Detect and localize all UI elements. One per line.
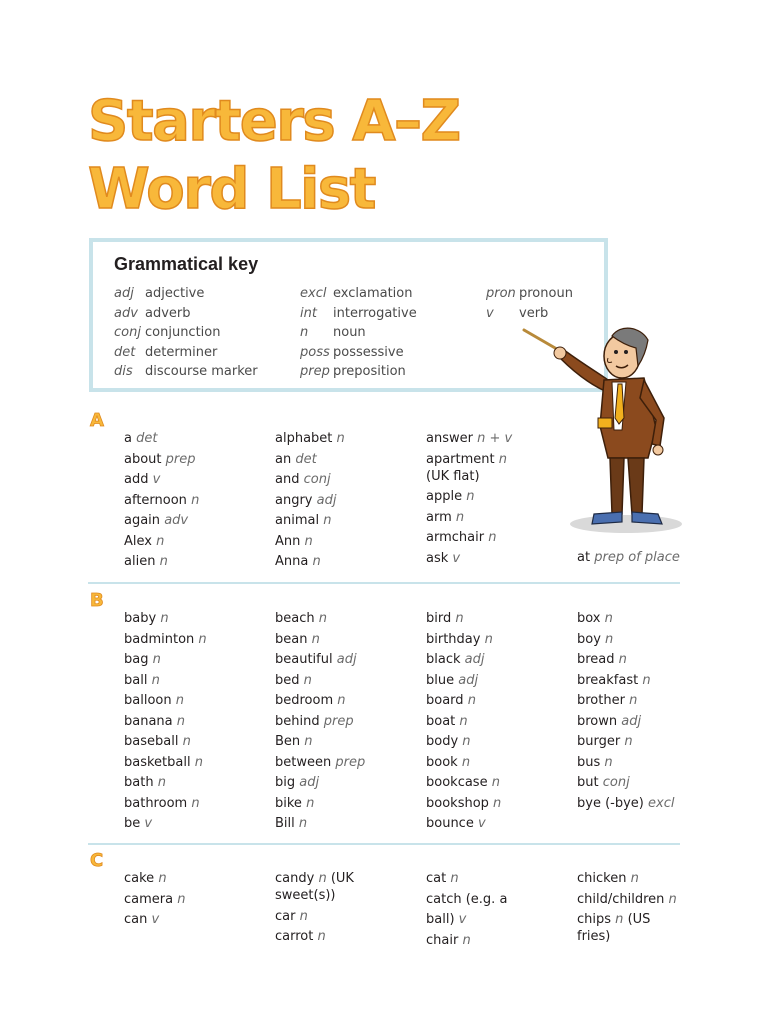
word-text: fries)	[577, 929, 611, 944]
word-entry	[275, 672, 312, 689]
section-letter-b: B	[90, 590, 104, 611]
part-of-speech: n	[318, 871, 327, 886]
section-letter-c: C	[90, 850, 104, 871]
word-entry	[275, 451, 317, 468]
word-entry	[124, 891, 185, 908]
word-text: can	[124, 912, 148, 927]
part-of-speech: n	[304, 734, 313, 749]
word-entry	[577, 610, 613, 627]
word-text: camera	[124, 891, 174, 907]
word-text: bookcase	[426, 775, 488, 790]
part-of-speech: n	[466, 489, 475, 504]
word-text: baby	[124, 611, 157, 626]
word-entry	[275, 692, 346, 709]
key-meaning: discourse marker	[145, 364, 258, 380]
word-text: big	[275, 775, 296, 790]
word-entry	[426, 631, 493, 648]
word-entry	[275, 928, 326, 945]
part-of-speech: v	[452, 550, 461, 566]
part-of-speech: n	[323, 513, 332, 528]
word-entry	[426, 692, 476, 709]
word-text: afternoon	[124, 492, 187, 508]
word-text: bus	[577, 754, 601, 770]
word-entry	[577, 911, 650, 928]
section-letter-a: A	[90, 410, 104, 431]
key-meaning: exclamation	[333, 286, 413, 301]
word-text: black	[426, 652, 461, 667]
word-entry	[124, 631, 207, 648]
word-entry	[426, 815, 486, 832]
part-of-speech: n	[604, 754, 613, 770]
part-of-speech: prep	[323, 713, 354, 729]
part-of-speech: n	[182, 734, 191, 749]
part-of-speech: n	[198, 631, 207, 647]
word-text: baseball	[124, 734, 179, 749]
part-of-speech: det	[136, 431, 158, 446]
word-entry	[275, 870, 354, 887]
word-entry	[577, 774, 630, 791]
part-of-speech: n	[152, 652, 161, 667]
key-entry	[300, 304, 417, 324]
word-entry	[124, 492, 199, 509]
word-text: bread	[577, 652, 615, 667]
word-entry	[124, 733, 191, 750]
word-entry	[275, 908, 308, 925]
page-title	[88, 88, 460, 224]
part-of-speech: n	[642, 672, 651, 688]
part-of-speech: n	[175, 693, 184, 708]
part-of-speech: prep of place	[594, 550, 680, 565]
word-entry	[275, 512, 331, 529]
word-text: bath	[124, 775, 154, 790]
word-entry	[124, 512, 188, 529]
word-entry	[577, 754, 613, 771]
part-of-speech: n	[304, 533, 313, 549]
word-text: beach	[275, 611, 315, 626]
word-text: bookshop	[426, 795, 489, 811]
part-of-speech: n	[461, 754, 471, 770]
part-of-speech: n	[194, 754, 203, 770]
part-of-speech: excl	[648, 795, 675, 811]
part-of-speech: det	[295, 451, 317, 467]
word-entry	[275, 887, 336, 904]
word-entry	[124, 692, 184, 709]
word-entry	[275, 651, 357, 668]
part-of-speech: n	[298, 816, 308, 831]
word-entry	[124, 610, 169, 627]
part-of-speech: n	[484, 631, 493, 647]
part-of-speech: n	[159, 554, 168, 569]
word-entry	[124, 713, 185, 730]
part-of-speech: n	[303, 672, 312, 688]
word-entry	[577, 672, 651, 689]
word-text: balloon	[124, 693, 172, 708]
word-entry	[426, 451, 507, 468]
part-of-speech: n	[311, 631, 320, 647]
word-text: brown	[577, 713, 618, 729]
word-text: child/children	[577, 891, 665, 907]
part-of-speech: n	[491, 775, 500, 790]
word-entry	[275, 774, 319, 791]
word-entry	[275, 553, 321, 570]
word-entry	[275, 492, 336, 509]
word-entry	[426, 550, 460, 567]
word-text: chips	[577, 912, 612, 927]
key-entry	[114, 284, 258, 304]
part-of-speech: adj	[299, 775, 320, 790]
word-entry	[124, 815, 152, 832]
word-text: cat	[426, 871, 447, 886]
word-text: bedroom	[275, 693, 334, 708]
word-text: breakfast	[577, 672, 639, 688]
key-abbreviation: conj	[114, 325, 141, 341]
word-text: animal	[275, 513, 320, 528]
part-of-speech: n	[488, 530, 497, 545]
key-meaning: possessive	[333, 344, 404, 360]
word-entry	[124, 651, 161, 668]
word-text: box	[577, 611, 601, 626]
page-title-line-2: Word List	[88, 157, 375, 222]
key-meaning: conjunction	[145, 325, 221, 341]
part-of-speech: v	[151, 912, 160, 927]
word-entry	[577, 713, 641, 730]
key-entry	[114, 362, 258, 382]
word-text: bike	[275, 795, 302, 811]
word-text: sweet(s))	[275, 888, 336, 903]
part-of-speech: n	[450, 871, 459, 886]
word-entry	[426, 488, 474, 505]
word-text: chicken	[577, 871, 627, 886]
part-of-speech: n	[615, 912, 624, 927]
word-entry	[124, 774, 166, 791]
word-text: bed	[275, 672, 300, 688]
key-entry	[486, 284, 573, 304]
part-of-speech: adv	[164, 513, 189, 528]
word-entry	[426, 891, 507, 908]
part-of-speech: adj	[621, 713, 642, 729]
word-entry	[124, 795, 200, 812]
part-of-speech: adj	[464, 652, 485, 667]
key-column	[114, 284, 258, 382]
word-text: birthday	[426, 631, 481, 647]
word-text: carrot	[275, 929, 314, 944]
word-text: apartment	[426, 451, 495, 467]
word-text: bean	[275, 631, 308, 647]
word-entry	[577, 733, 633, 750]
word-entry	[275, 533, 313, 550]
word-entry	[124, 754, 203, 771]
word-entry	[124, 533, 164, 550]
word-text: boy	[577, 631, 601, 647]
word-text: board	[426, 693, 464, 708]
word-note: (UK	[330, 871, 354, 886]
section-divider	[88, 843, 680, 845]
part-of-speech: n	[158, 871, 167, 886]
word-text: bathroom	[124, 795, 188, 811]
key-entry	[300, 284, 417, 304]
part-of-speech: n	[336, 431, 345, 446]
word-entry	[275, 631, 320, 648]
word-entry	[275, 815, 307, 832]
key-abbreviation: n	[300, 325, 309, 341]
word-entry	[275, 430, 345, 447]
word-text: alien	[124, 554, 156, 569]
word-text: cake	[124, 871, 155, 886]
word-text: burger	[577, 734, 621, 749]
word-text: about	[124, 451, 162, 467]
word-text: again	[124, 513, 161, 528]
part-of-speech: v	[477, 816, 486, 831]
word-entry	[124, 911, 159, 928]
word-entry	[426, 932, 471, 949]
part-of-speech: adj	[458, 672, 479, 688]
key-entry	[114, 343, 258, 363]
word-text: armchair	[426, 530, 485, 545]
part-of-speech: n	[156, 533, 165, 549]
key-meaning: adverb	[145, 305, 191, 321]
word-text: answer	[426, 431, 473, 446]
word-text: chair	[426, 932, 459, 948]
key-entry	[300, 323, 417, 343]
part-of-speech: n	[157, 775, 166, 790]
word-entry	[577, 870, 639, 887]
key-abbreviation: det	[114, 344, 136, 360]
part-of-speech: v	[152, 472, 161, 487]
part-of-speech: n	[306, 795, 315, 811]
part-of-speech: n	[668, 891, 677, 907]
word-text: Alex	[124, 533, 152, 549]
key-abbreviation: v	[486, 305, 494, 321]
part-of-speech: n	[317, 929, 326, 944]
word-entry	[577, 891, 677, 908]
word-text: alphabet	[275, 431, 333, 446]
part-of-speech: n	[191, 795, 200, 811]
part-of-speech: n	[605, 631, 614, 647]
word-text: arm	[426, 509, 452, 525]
word-text: bird	[426, 611, 452, 626]
word-text: bag	[124, 652, 149, 667]
word-entry	[275, 713, 354, 730]
grammatical-key-heading: Grammatical key	[114, 254, 259, 274]
word-entry	[426, 774, 500, 791]
word-entry	[426, 870, 459, 887]
word-text: between	[275, 754, 332, 770]
word-entry	[275, 610, 327, 627]
key-column	[300, 284, 417, 382]
key-abbreviation: adv	[114, 305, 138, 321]
part-of-speech: conj	[602, 775, 630, 790]
key-entry	[114, 304, 258, 324]
part-of-speech: n	[177, 891, 186, 907]
key-entry	[300, 362, 417, 382]
part-of-speech: n	[604, 611, 613, 626]
word-entry	[577, 928, 610, 945]
key-abbreviation: poss	[300, 344, 330, 360]
part-of-speech: n	[630, 871, 639, 886]
word-text: ask	[426, 550, 449, 566]
word-text: an	[275, 451, 292, 467]
word-text: catch (e.g. a	[426, 891, 508, 907]
word-entry	[275, 795, 314, 812]
key-abbreviation: excl	[300, 286, 327, 301]
key-meaning: determiner	[145, 344, 218, 360]
part-of-speech: n	[151, 672, 160, 688]
part-of-speech: n	[618, 652, 627, 667]
part-of-speech: conj	[303, 472, 331, 487]
part-of-speech: n + v	[477, 431, 513, 446]
part-of-speech: prep	[165, 451, 196, 467]
part-of-speech: n	[624, 734, 633, 749]
word-text: add	[124, 472, 149, 487]
word-text: beautiful	[275, 652, 333, 667]
key-meaning: preposition	[333, 364, 406, 380]
part-of-speech: v	[144, 816, 153, 831]
word-text: book	[426, 754, 458, 770]
part-of-speech: n	[318, 611, 327, 626]
word-text: car	[275, 908, 296, 924]
word-text: be	[124, 816, 141, 831]
part-of-speech: v	[458, 912, 467, 927]
key-meaning: verb	[519, 305, 549, 321]
word-text: apple	[426, 489, 463, 504]
part-of-speech: n	[629, 693, 638, 708]
part-of-speech: n	[467, 693, 476, 708]
word-entry	[577, 651, 627, 668]
word-entry	[124, 870, 167, 887]
part-of-speech: n	[455, 509, 465, 525]
key-meaning: noun	[333, 325, 366, 341]
key-entry	[300, 343, 417, 363]
key-meaning: interrogative	[333, 305, 417, 321]
word-entry	[426, 509, 464, 526]
word-entry	[426, 610, 464, 627]
key-abbreviation: adj	[114, 286, 134, 301]
word-text: body	[426, 734, 459, 749]
page-title-line-1: Starters A–Z	[88, 89, 460, 154]
part-of-speech: n	[459, 713, 468, 729]
word-entry	[426, 529, 496, 546]
word-text: but	[577, 775, 599, 790]
word-text: blue	[426, 672, 455, 688]
word-entry	[426, 795, 501, 812]
word-entry	[275, 471, 331, 488]
part-of-speech: n	[176, 713, 186, 729]
word-entry	[426, 672, 478, 689]
part-of-speech: n	[498, 451, 508, 467]
word-entry	[577, 549, 680, 566]
part-of-speech: n	[493, 795, 502, 811]
word-text: ball	[124, 672, 148, 688]
word-note: (US	[627, 912, 651, 927]
word-text: bounce	[426, 816, 474, 831]
word-entry	[426, 713, 468, 730]
word-entry	[426, 733, 471, 750]
word-text: badminton	[124, 631, 195, 647]
word-entry	[426, 430, 512, 447]
word-entry	[124, 471, 160, 488]
part-of-speech: adj	[316, 492, 337, 508]
part-of-speech: n	[191, 492, 200, 508]
key-abbreviation: prep	[300, 364, 330, 380]
key-abbreviation: pron	[486, 286, 516, 301]
key-entry	[114, 323, 258, 343]
word-text: candy	[275, 871, 315, 886]
teacher-pointing-illustration	[516, 318, 694, 540]
part-of-speech: prep	[335, 754, 366, 770]
key-meaning: pronoun	[519, 286, 573, 301]
word-text: basketball	[124, 754, 191, 770]
key-meaning: adjective	[145, 286, 205, 301]
word-text: behind	[275, 713, 320, 729]
word-text: Bill	[275, 816, 295, 831]
part-of-speech: n	[299, 908, 308, 924]
word-text: angry	[275, 492, 313, 508]
word-entry	[426, 911, 466, 928]
word-text: Ann	[275, 533, 301, 549]
part-of-speech: n	[455, 611, 464, 626]
word-text: Ben	[275, 734, 301, 749]
part-of-speech: n	[312, 554, 321, 569]
word-text: banana	[124, 713, 173, 729]
word-text: bye (-bye)	[577, 795, 644, 811]
part-of-speech: n	[337, 693, 346, 708]
word-entry	[426, 468, 480, 485]
part-of-speech: n	[462, 734, 471, 749]
word-entry	[577, 692, 637, 709]
word-entry	[275, 754, 365, 771]
word-entry	[577, 631, 613, 648]
word-entry	[426, 651, 485, 668]
word-entry	[577, 795, 674, 812]
part-of-speech: n	[160, 611, 169, 626]
word-text: at	[577, 550, 591, 565]
key-abbreviation: dis	[114, 364, 133, 380]
word-entry	[124, 553, 168, 570]
word-entry	[124, 451, 196, 468]
word-text: ball)	[426, 912, 455, 927]
word-text: boat	[426, 713, 456, 729]
word-entry	[275, 733, 313, 750]
section-divider	[88, 582, 680, 584]
part-of-speech: adj	[336, 652, 357, 667]
word-text: a	[124, 431, 132, 446]
word-text: brother	[577, 693, 625, 708]
part-of-speech: n	[462, 932, 471, 948]
word-text: and	[275, 472, 300, 487]
word-text: (UK flat)	[426, 468, 480, 484]
key-abbreviation: int	[300, 305, 317, 321]
word-entry	[124, 672, 160, 689]
word-entry	[426, 754, 470, 771]
word-text: Anna	[275, 554, 309, 569]
word-entry	[124, 430, 157, 447]
